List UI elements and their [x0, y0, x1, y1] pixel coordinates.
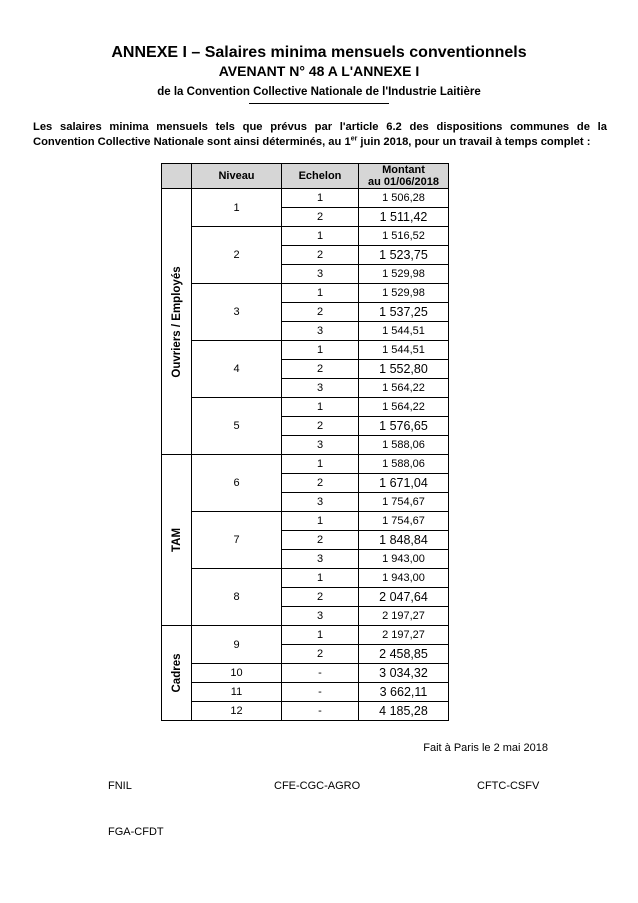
niveau-cell: 12	[192, 702, 282, 721]
montant-cell: 1 552,80	[359, 360, 449, 379]
montant-cell: 1 848,84	[359, 531, 449, 550]
echelon-cell: 1	[282, 341, 359, 360]
niveau-cell: 1	[192, 189, 282, 227]
echelon-cell: 3	[282, 550, 359, 569]
intro-superscript: er	[350, 135, 358, 143]
signatory-cftc-csfv: CFTC-CSFV	[477, 780, 540, 792]
niveau-cell: 4	[192, 341, 282, 398]
montant-cell: 1 544,51	[359, 322, 449, 341]
montant-cell: 1 588,06	[359, 455, 449, 474]
table-row	[162, 512, 449, 531]
montant-cell: 2 458,85	[359, 645, 449, 664]
echelon-cell: 1	[282, 227, 359, 246]
echelon-cell: 1	[282, 626, 359, 645]
echelon-cell: 2	[282, 417, 359, 436]
echelon-cell: 2	[282, 588, 359, 607]
document-subtitle: AVENANT N° 48 A L'ANNEXE I	[218, 63, 420, 79]
table-row	[162, 284, 449, 303]
table-row	[162, 189, 449, 208]
niveau-cell: 7	[192, 512, 282, 569]
montant-cell: 1 523,75	[359, 246, 449, 265]
table-row	[162, 702, 449, 721]
montant-cell: 1 943,00	[359, 550, 449, 569]
table-row	[162, 398, 449, 417]
montant-cell: 1 506,28	[359, 189, 449, 208]
montant-cell: 1 511,42	[359, 208, 449, 227]
category-cell	[162, 626, 192, 721]
montant-cell: 1 943,00	[359, 569, 449, 588]
intro-text-start: Les salaires minima mensuels tels que prévus par l'article 6.2 des dispositions communes de la Convention Collective Nationale sont ainsi déterminés, au 1	[33, 121, 607, 148]
echelon-cell: 3	[282, 322, 359, 341]
signatory-fga-cfdt: FGA-CFDT	[108, 826, 164, 838]
table-row	[162, 341, 449, 360]
echelon-cell: 1	[282, 189, 359, 208]
niveau-cell: 5	[192, 398, 282, 455]
table-corner	[162, 164, 192, 189]
echelon-cell: 3	[282, 607, 359, 626]
table-row	[162, 683, 449, 702]
signatory-fnil: FNIL	[108, 780, 132, 792]
montant-cell: 2 047,64	[359, 588, 449, 607]
montant-cell: 1 529,98	[359, 265, 449, 284]
echelon-cell: -	[282, 664, 359, 683]
place-date: Fait à Paris le 2 mai 2018	[423, 742, 548, 754]
header-montant: Montant au 01/06/2018	[359, 164, 449, 189]
table-body	[162, 189, 449, 721]
table-row	[162, 569, 449, 588]
salary-table	[161, 163, 449, 721]
echelon-cell: 1	[282, 455, 359, 474]
niveau-cell: 9	[192, 626, 282, 664]
echelon-cell: 3	[282, 265, 359, 284]
montant-cell: 1 529,98	[359, 284, 449, 303]
montant-cell: 1 537,25	[359, 303, 449, 322]
niveau-cell: 3	[192, 284, 282, 341]
echelon-cell: 2	[282, 208, 359, 227]
echelon-cell: -	[282, 702, 359, 721]
montant-cell: 1 671,04	[359, 474, 449, 493]
echelon-cell: 2	[282, 303, 359, 322]
intro-paragraph	[33, 120, 607, 150]
montant-cell: 1 588,06	[359, 436, 449, 455]
niveau-cell: 11	[192, 683, 282, 702]
category-label: TAM	[170, 527, 183, 553]
niveau-cell: 10	[192, 664, 282, 683]
niveau-cell: 8	[192, 569, 282, 626]
montant-cell: 2 197,27	[359, 626, 449, 645]
title-underline	[249, 103, 389, 104]
montant-cell: 1 516,52	[359, 227, 449, 246]
convention-name: de la Convention Collective Nationale de l'Industrie Laitière	[157, 86, 481, 98]
montant-cell: 1 564,22	[359, 398, 449, 417]
echelon-cell: -	[282, 683, 359, 702]
montant-cell: 4 185,28	[359, 702, 449, 721]
montant-cell: 2 197,27	[359, 607, 449, 626]
category-cell	[162, 455, 192, 626]
echelon-cell: 1	[282, 284, 359, 303]
category-label: Cadres	[170, 653, 183, 693]
montant-cell: 1 564,22	[359, 379, 449, 398]
niveau-cell: 2	[192, 227, 282, 284]
table-row	[162, 227, 449, 246]
echelon-cell: 2	[282, 360, 359, 379]
table-row	[162, 455, 449, 474]
echelon-cell: 2	[282, 645, 359, 664]
echelon-cell: 1	[282, 398, 359, 417]
montant-cell: 1 544,51	[359, 341, 449, 360]
echelon-cell: 3	[282, 379, 359, 398]
echelon-cell: 2	[282, 246, 359, 265]
echelon-cell: 3	[282, 493, 359, 512]
table-row	[162, 664, 449, 683]
echelon-cell: 3	[282, 436, 359, 455]
echelon-cell: 1	[282, 512, 359, 531]
echelon-cell: 1	[282, 569, 359, 588]
header-niveau: Niveau	[192, 164, 282, 189]
montant-cell: 3 034,32	[359, 664, 449, 683]
montant-cell: 1 576,65	[359, 417, 449, 436]
montant-cell: 1 754,67	[359, 512, 449, 531]
echelon-cell: 2	[282, 531, 359, 550]
niveau-cell: 6	[192, 455, 282, 512]
header-echelon: Echelon	[282, 164, 359, 189]
echelon-cell: 2	[282, 474, 359, 493]
montant-cell: 3 662,11	[359, 683, 449, 702]
category-label: Ouvriers / Employés	[170, 265, 183, 378]
document-title: ANNEXE I – Salaires minima mensuels conventionnels	[111, 44, 527, 61]
table-row	[162, 626, 449, 645]
signatory-cfe-cgc-agro: CFE-CGC-AGRO	[274, 780, 361, 792]
montant-cell: 1 754,67	[359, 493, 449, 512]
intro-text-end: juin 2018, pour un travail à temps complet :	[357, 136, 591, 148]
category-cell	[162, 189, 192, 455]
